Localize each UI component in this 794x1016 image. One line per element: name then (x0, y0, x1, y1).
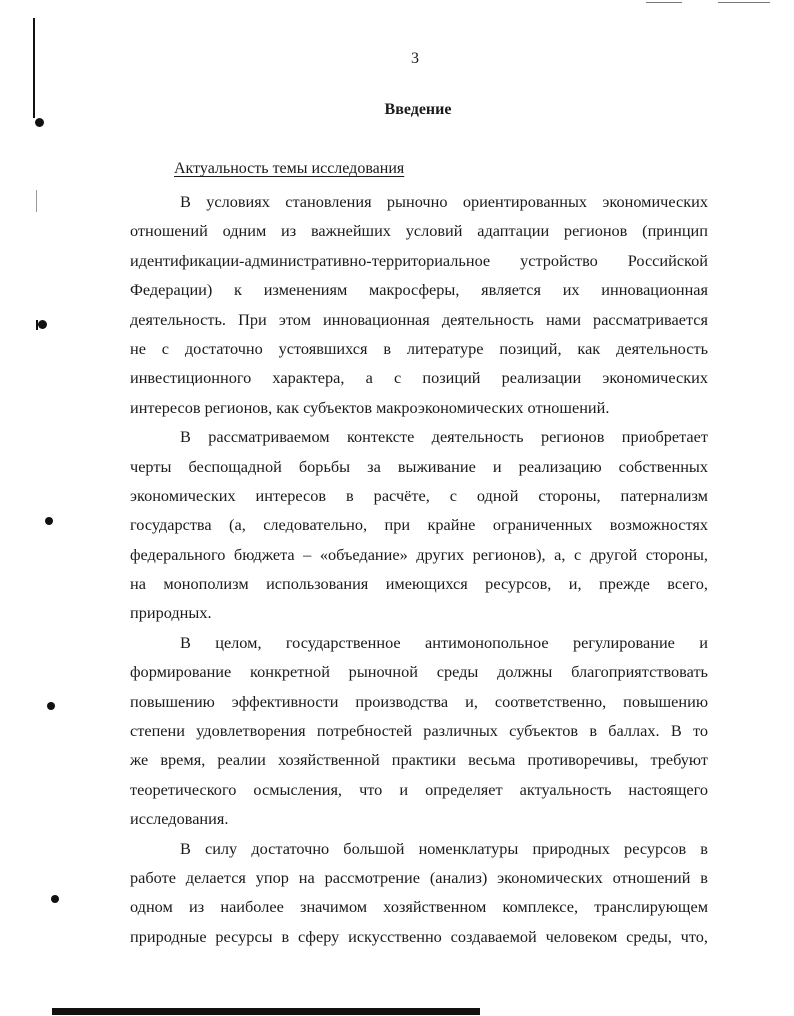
scan-hole-mark (38, 320, 47, 329)
scan-edge-line (646, 2, 682, 3)
text-line: природных. (130, 603, 212, 623)
text-line: интересов регионов, как субъектов макроэкономических отношений. (130, 397, 610, 417)
text-line: идентификации-административно-территориальное устройство Российской (130, 250, 708, 270)
scan-edge-bar (52, 1008, 480, 1015)
scan-edge-line (718, 2, 770, 3)
page-number: 3 (411, 50, 419, 67)
text-line: не с достаточно устоявшихся в литературе позиций, как деятельность (130, 338, 708, 358)
page-title: Введение (384, 101, 452, 118)
text-line: деятельность. При этом инновационная деятельность нами рассматривается (130, 309, 708, 329)
text-line: работе делается упор на рассмотрение (анализ) экономических отношений в (130, 867, 708, 887)
text-line: В рассматриваемом контексте деятельность регионов приобретает (180, 427, 708, 447)
text-line: теоретического осмысления, что и определяет актуальность настоящего (130, 779, 708, 799)
text-line: формирование конкретной рыночной среды должны благоприятствовать (130, 662, 708, 682)
text-line: Федерации) к изменениям макросферы, является их инновационная (130, 280, 708, 300)
text-line: же время, реалии хозяйственной практики весьма противоречивы, требуют (130, 750, 708, 770)
text-line: отношений одним из важнейших условий адаптации регионов (принцип (130, 221, 708, 241)
text-line: природные ресурсы в сферу искусственно создаваемой человеком среды, что, (130, 926, 708, 946)
scan-hole-mark (45, 517, 53, 525)
scan-margin-line (33, 18, 35, 118)
section-heading: Актуальность темы исследования (174, 160, 405, 177)
text-line: инвестиционного характера, а с позиций реализации экономических (130, 368, 708, 388)
text-line: черты беспощадной борьбы за выживание и реализацию собственных (130, 456, 708, 476)
text-line: государства (а, следовательно, при крайне ограниченных возможностях (130, 515, 708, 535)
body-text (130, 187, 708, 951)
text-line: экономических интересов в расчёте, с одной стороны, патернализм (130, 485, 708, 505)
scan-hole-mark (51, 895, 59, 903)
text-line: исследования. (130, 809, 229, 829)
text-line: В силу достаточно большой номенклатуры природных ресурсов в (180, 838, 708, 858)
scan-hole-mark (35, 118, 44, 127)
text-line: степени удовлетворения потребностей различных субъектов в баллах. В то (130, 721, 708, 741)
text-line: повышению эффективности производства и, соответственно, повышению (130, 691, 708, 711)
text-line: одном из наиболее значимом хозяйственном комплексе, транслирующем (130, 897, 708, 917)
text-line: федерального бюджета – «объедание» других регионов), а, с другой стороны, (130, 544, 708, 564)
text-line: В целом, государственное антимонопольное регулирование и (180, 632, 708, 652)
text-line: на монополизм использования имеющихся ресурсов, и, прежде всего, (130, 574, 708, 594)
scan-hole-mark (47, 702, 55, 710)
scan-margin-line (36, 190, 37, 212)
text-line: В условиях становления рыночно ориентированных экономических (180, 192, 708, 211)
